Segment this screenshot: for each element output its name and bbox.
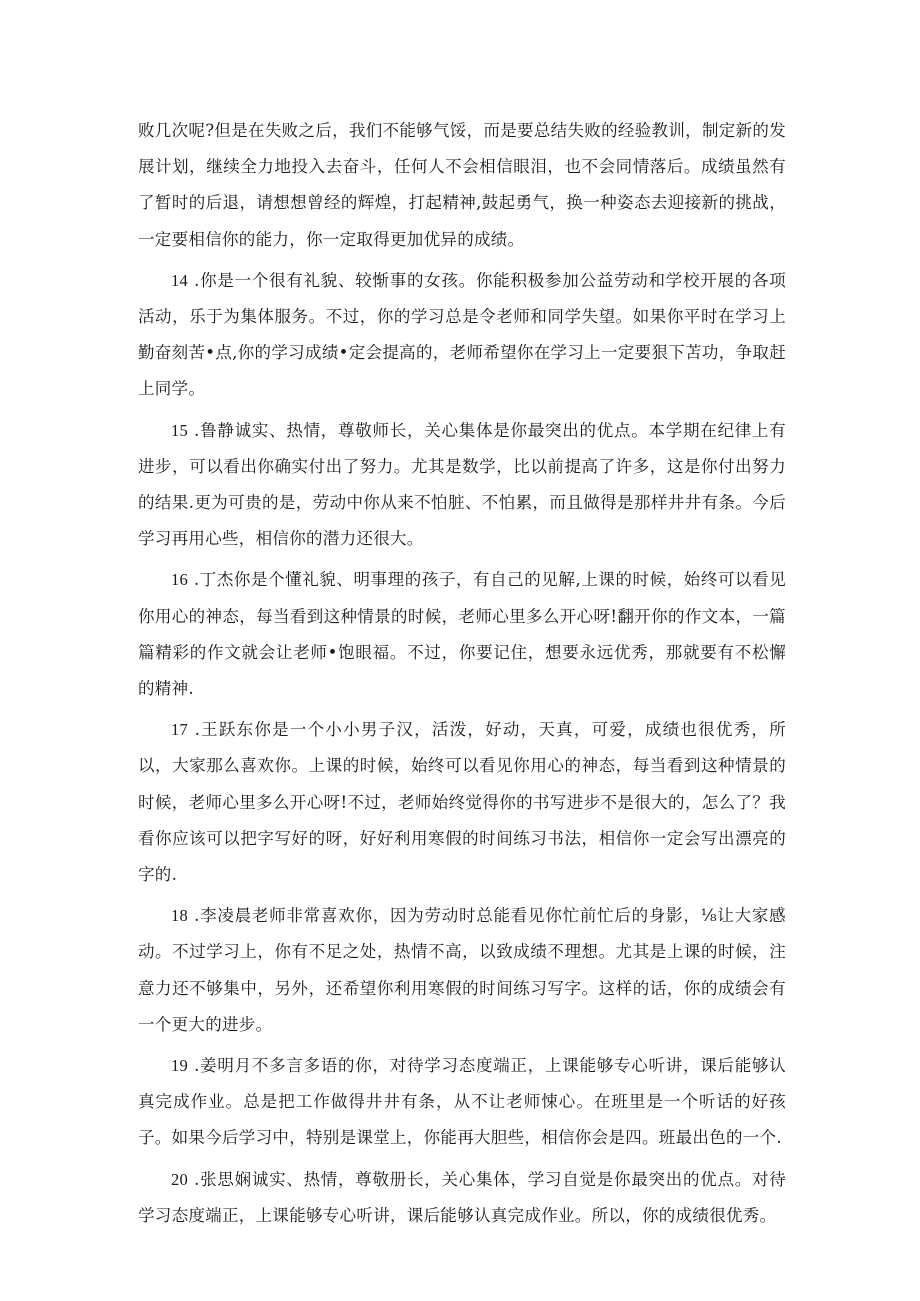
paragraph-text: .你是一个很有礼貌、较惭事的女孩。你能积极参加公益劳动和学校开展的各项活动，乐于为集体服务。不过，你的学习总是令老师和同学失望。如果你平时在学习上勤奋刻苦•点,你的学习成绩•定会提高的，老师希望你在学习上一定要狠下苫功，争取赶上同学。 [138, 270, 786, 399]
paragraph-text: 败几次呢?但是在失败之后，我们不能够气馁，而是要总结失败的经验教训，制定新的发展计划，继续全力地投入去奋斗，任何人不会相信眼泪，也不会同情落后。成绩虽然有了暂时的后退，请想想曾经的辉煌，打起精神,鼓起勇气，换一种姿态去迎接新的挑战，一定要相信你的能力，你一定取得更加优异的成绩。 [138, 121, 786, 249]
paragraph-number: 16 [171, 570, 189, 590]
paragraph-text: .鲁静诚实、热情，尊敬师长，关心集体是你最突出的优点。本学期在纪律上有进步，可以看出你确实付出了努力。尤其是数学，比以前提高了许多，这是你付出努力的结果.更为可贵的是，劳动中你从来不怕脏、不怕累，而且做得是那样井井有条。今后学习再用心些，相信你的潜力还很大。 [138, 420, 786, 549]
paragraph-text: .张思娴诚实、热情，尊敬册长，关心集体，学习自觉是你最突出的优点。对待学习态度端正，上课能够专心听讲，课后能够认真完成作业。所以，你的成绩很优秀。 [138, 1169, 786, 1225]
paragraph-19 [138, 1048, 786, 1157]
paragraph-text: .李凌晨老师非常喜欢你，因为劳动时总能看见你忙前忙后的身影，⅛让大家感动。不过学习上，你有不足之处，热情不高，以致成绩不理想。尤其是上课的时候，注意力还不够集中，另外，还希望你利用寒假的时间练习写字。这样的话，你的成绩会有一个更大的进步。 [138, 906, 786, 1034]
paragraph-number: 19 [171, 1056, 189, 1076]
paragraph-20 [138, 1162, 786, 1234]
paragraph-17 [138, 712, 786, 893]
paragraph-number: 18 [171, 906, 189, 926]
document-body [138, 113, 786, 1239]
paragraph-number: 14 [171, 270, 189, 290]
paragraph-15 [138, 413, 786, 558]
paragraph-text: .姜明月不多言多语的你，对待学习态度端正，上课能够专心听讲，课后能够认真完成作业。总是把工作做得井井有条，从不让老师悚心。在班里是一个听话的好孩子。如果今后学习中，特别是课堂上，你能再大胆些，相信你会是四。班最出色的一个. [138, 1056, 786, 1148]
paragraph-16 [138, 562, 786, 707]
paragraph-14 [138, 263, 786, 408]
paragraph-text: .王跃东你是一个小小男子汉，活泼，好动，天真，可爱，成绩也很优秀，所以，大家那么喜欢你。上课的时候，始终可以看见你用心的神态，每当看到这种情景的时候，老师心里多么开心呀!不过，老师始终觉得你的书写进步不是很大的，怎么了？我看你应该可以把字写好的呀，好好利用寒假的时间练习书法，相信你一定会写出漂亮的字的. [138, 720, 786, 885]
paragraph-continuation [138, 113, 786, 258]
paragraph-number: 17 [171, 720, 189, 740]
paragraph-text: .丁杰你是个懂礼貌、明事理的孩子，有自己的见解,上课的时候，始终可以看见你用心的神态，每当看到这种情景的时候，老师心里多么开心呀!翻开你的作文本，一篇篇精彩的作文就会让老师•饱眼福。不过，你要记住，想要永远优秀，那就要有不松懈的精神. [138, 570, 786, 699]
paragraph-18 [138, 898, 786, 1043]
paragraph-number: 15 [171, 420, 189, 440]
paragraph-number: 20 [171, 1169, 189, 1189]
